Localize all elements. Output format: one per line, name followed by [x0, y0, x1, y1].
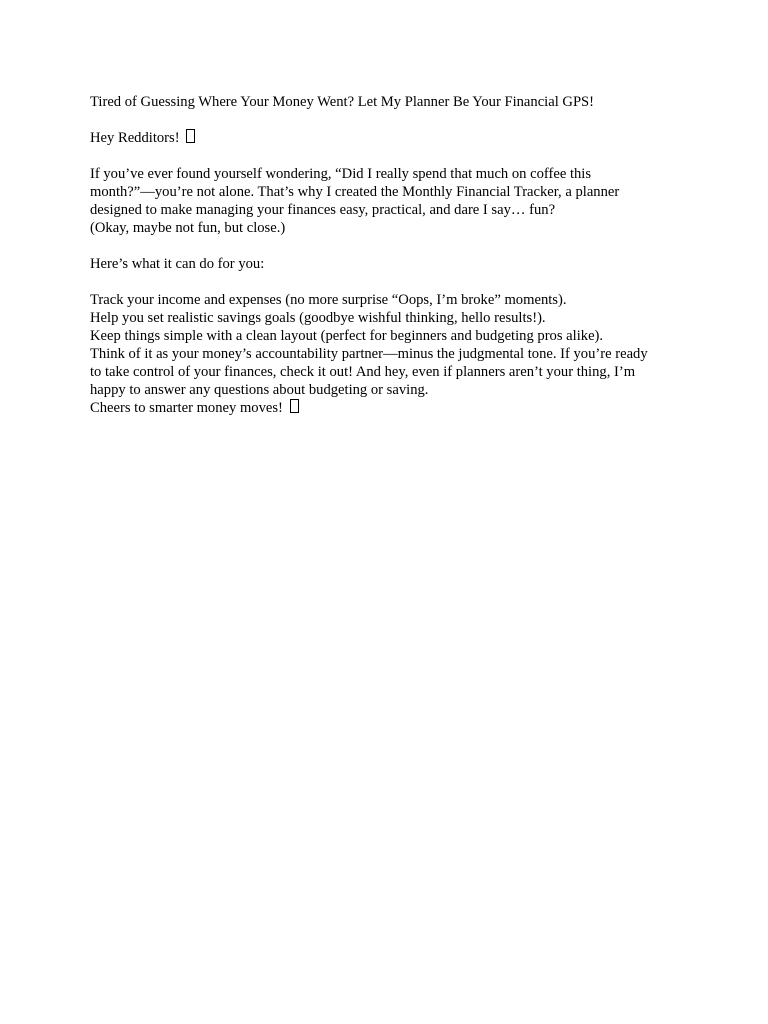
feature-line: Keep things simple with a clean layout (perfect for beginners and budgeting pros alike).	[90, 328, 604, 344]
features-block	[90, 291, 680, 417]
body-line: happy to answer any questions about budgeting or saving.	[90, 382, 429, 398]
missing-emoji-icon	[186, 129, 195, 143]
feature-line: Track your income and expenses (no more surprise “Oops, I’m broke” moments).	[90, 292, 567, 308]
intro-line: designed to make managing your finances easy, practical, and dare I say… fun?	[90, 202, 556, 218]
body-line: Think of it as your money’s accountability partner—minus the judgmental tone. If you’re ready	[90, 346, 648, 362]
body-line: to take control of your finances, check it out! And hey, even if planners aren’t your thing, I’m	[90, 364, 636, 380]
greeting-text: Hey Redditors!	[90, 130, 184, 146]
closing-line	[90, 399, 680, 417]
intro-line: If you’ve ever found yourself wondering, “Did I really spend that much on coffee this	[90, 166, 592, 182]
feature-line: Help you set realistic savings goals (goodbye wishful thinking, hello results!).	[90, 310, 546, 326]
greeting	[90, 129, 680, 147]
features-heading: Here’s what it can do for you:	[90, 256, 265, 272]
intro-paragraph	[90, 165, 680, 237]
missing-emoji-icon	[290, 399, 299, 413]
document-body	[90, 93, 680, 417]
intro-line: (Okay, maybe not fun, but close.)	[90, 220, 286, 236]
closing-text: Cheers to smarter money moves!	[90, 400, 287, 416]
post-title: Tired of Guessing Where Your Money Went? Let My Planner Be Your Financial GPS!	[90, 94, 595, 110]
intro-line: month?”—you’re not alone. That’s why I created the Monthly Financial Tracker, a planner	[90, 184, 620, 200]
